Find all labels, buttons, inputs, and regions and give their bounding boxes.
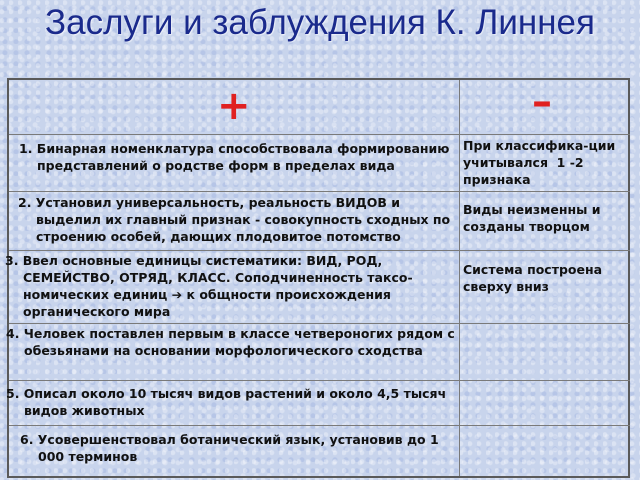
error-3: Система построена сверху вниз <box>463 262 603 294</box>
error-2: Виды неизменны и созданы творцом <box>463 202 601 234</box>
column-divider <box>459 80 460 476</box>
merit-4: 4. Человек поставлен первым в классе четвероногих рядом с обезьянами на основании морфологического сходства <box>6 326 455 358</box>
error-1: При классифика-ции учитывался 1 -2 признака <box>463 138 616 187</box>
row-divider <box>9 134 459 135</box>
merit-6: 6. Усовершенствовал ботанический язык, установив до 1 000 терминов <box>20 432 439 464</box>
row-divider <box>459 134 630 135</box>
merits-errors-table <box>7 78 630 478</box>
row-divider <box>459 425 630 426</box>
row-divider <box>459 250 630 251</box>
row-divider <box>9 425 459 426</box>
page-title: Заслуги и заблуждения К. Линнея <box>45 3 595 42</box>
plus-header: + <box>217 83 251 129</box>
row-divider <box>459 380 630 381</box>
row-divider <box>459 323 630 324</box>
merit-1: 1. Бинарная номенклатура способствовала формированию представлений о родстве форм в пределах вида <box>19 141 450 173</box>
merit-5: 5. Описал около 10 тысяч видов растений и около 4,5 тысяч видов животных <box>6 386 447 418</box>
minus-header: – <box>532 79 552 125</box>
merit-2: 2. Установил универсальность, реальность ВИДОВ и выделил их главный признак - совокупность сходных по строению особей, дающих плодовитое потомство <box>18 195 451 244</box>
row-divider <box>9 323 459 324</box>
row-divider <box>459 191 630 192</box>
row-divider <box>9 250 459 251</box>
row-divider <box>9 380 459 381</box>
merit-3: 3. Ввел основные единицы систематики: ВИД, РОД, СЕМЕЙСТВО, ОТРЯД, КЛАСС. Соподчиненность таксо-номических единиц ➔ к общности происхождения органического мира <box>5 253 413 319</box>
row-divider <box>9 191 459 192</box>
